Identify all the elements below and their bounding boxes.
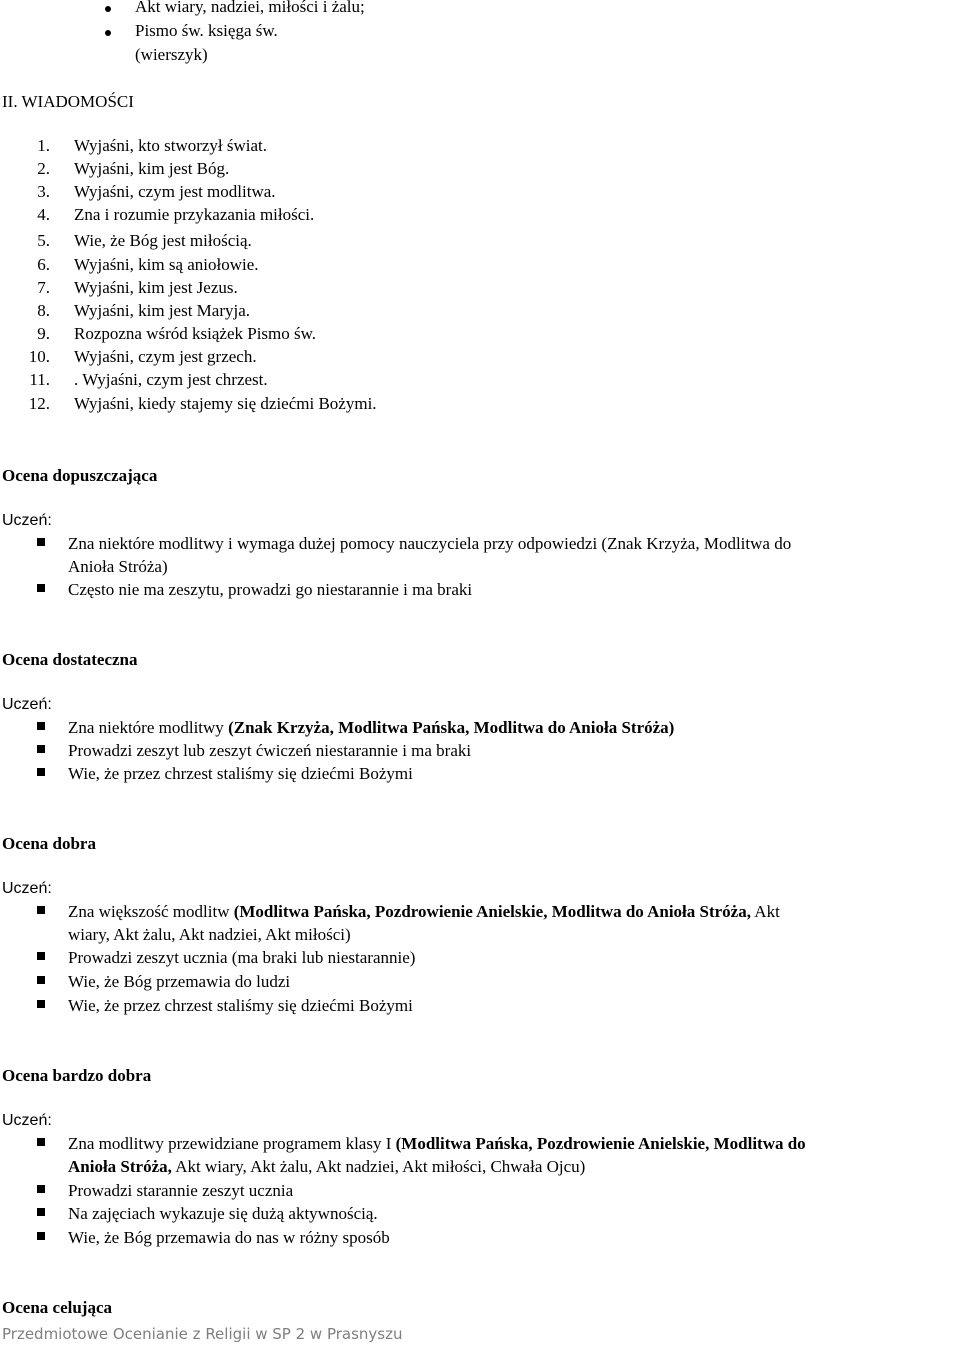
student-label: Uczeń: <box>2 1112 52 1129</box>
list-item: Wyjaśni, kim jest Bóg. <box>74 159 230 178</box>
square-bullet <box>37 976 45 984</box>
square-bullet <box>37 584 45 592</box>
list-item: Zna i rozumie przykazania miłości. <box>74 205 315 224</box>
criteria-text: Prowadzi zeszyt lub zeszyt ćwiczeń niestarannie i ma braki <box>68 741 472 760</box>
square-bullet <box>37 1208 45 1216</box>
criteria-text <box>68 1155 585 1178</box>
list-number: 10. <box>28 347 50 366</box>
list-item: . Wyjaśni, czym jest chrzest. <box>74 370 268 389</box>
list-number: 6. <box>37 255 50 274</box>
criteria-text <box>68 1132 806 1155</box>
criteria-text: Wie, że przez chrzest staliśmy się dziećmi Bożymi <box>68 764 413 783</box>
list-number: 4. <box>37 205 50 224</box>
square-bullet <box>37 538 45 546</box>
student-label: Uczeń: <box>2 880 52 897</box>
list-item: Rozpozna wśród książek Pismo św. <box>74 324 317 343</box>
criteria-text: Wie, że Bóg przemawia do nas w różny sposób <box>68 1228 390 1247</box>
list-number: 9. <box>37 324 50 343</box>
list-item: Wie, że Bóg jest miłością. <box>74 231 252 250</box>
list-number: 2. <box>37 159 50 178</box>
list-item: Wyjaśni, kto stworzył świat. <box>74 136 268 155</box>
criteria-text <box>68 900 780 923</box>
criteria-text-part: Akt <box>750 902 780 921</box>
criteria-text: Zna niektóre modlitwy i wymaga dużej pomocy nauczyciela przy odpowiedzi (Znak Krzyża, Modlitwa do <box>68 534 792 553</box>
criteria-text-part: Akt wiary, Akt żalu, Akt nadziei, Akt miłości, Chwała Ojcu) <box>171 1157 586 1176</box>
grade-heading-celujaca: Ocena celująca <box>2 1298 112 1317</box>
criteria-text: Prowadzi starannie zeszyt ucznia <box>68 1181 294 1200</box>
square-bullet <box>37 768 45 776</box>
grade-heading-dopuszczajaca: Ocena dopuszczająca <box>2 466 158 485</box>
grade-heading-bardzo-dobra: Ocena bardzo dobra <box>2 1066 152 1085</box>
list-item: Wyjaśni, kiedy stajemy się dziećmi Bożymi. <box>74 394 377 413</box>
list-number: 8. <box>37 301 50 320</box>
criteria-text-part: Zna większość modlitw <box>68 902 234 921</box>
square-bullet <box>37 1232 45 1240</box>
criteria-text: Wie, że Bóg przemawia do ludzi <box>68 972 291 991</box>
list-number: 7. <box>37 278 50 297</box>
square-bullet <box>37 745 45 753</box>
list-number: 1. <box>37 136 50 155</box>
student-label: Uczeń: <box>2 696 52 713</box>
list-number: 12. <box>28 394 50 413</box>
list-number: 11. <box>29 370 50 389</box>
prayer-list: (Znak Krzyża, Modlitwa Pańska, Modlitwa do Anioła Stróża) <box>228 718 675 737</box>
prayer-list: (Modlitwa Pańska, Pozdrowienie Anielskie, Modlitwa do <box>395 1134 806 1153</box>
criteria-text: Na zajęciach wykazuje się dużą aktywnością. <box>68 1204 378 1223</box>
square-bullet <box>37 1138 45 1146</box>
list-number: 3. <box>37 182 50 201</box>
square-bullet <box>37 722 45 730</box>
square-bullet <box>37 1000 45 1008</box>
criteria-text: Anioła Stróża) <box>68 557 168 576</box>
list-item: Wyjaśni, kim jest Maryja. <box>74 301 251 320</box>
bullet-dot <box>105 6 111 12</box>
grade-heading-dostateczna: Ocena dostateczna <box>2 650 138 669</box>
top-bullet-text: Pismo św. księga św. <box>135 21 278 40</box>
criteria-text <box>68 716 674 739</box>
student-label: Uczeń: <box>2 512 52 529</box>
square-bullet <box>37 906 45 914</box>
square-bullet <box>37 952 45 960</box>
list-number: 5. <box>37 231 50 250</box>
criteria-text: Prowadzi zeszyt ucznia (ma braki lub niestarannie) <box>68 948 416 967</box>
square-bullet <box>37 1185 45 1193</box>
criteria-text: Wie, że przez chrzest staliśmy się dziećmi Bożymi <box>68 996 413 1015</box>
criteria-text-part: Zna modlitwy przewidziane programem klasy I <box>68 1134 396 1153</box>
list-item: Wyjaśni, kim są aniołowie. <box>74 255 259 274</box>
criteria-text: wiary, Akt żalu, Akt nadziei, Akt miłości) <box>68 925 351 944</box>
prayer-list: Anioła Stróża, <box>68 1157 172 1176</box>
list-item: Wyjaśni, czym jest grzech. <box>74 347 257 366</box>
criteria-text: Często nie ma zeszytu, prowadzi go niestarannie i ma braki <box>68 580 473 599</box>
prayer-list: (Modlitwa Pańska, Pozdrowienie Anielskie, Modlitwa do Anioła Stróża, <box>233 902 751 921</box>
top-bullet-text: (wierszyk) <box>135 45 208 64</box>
criteria-text-part: Zna niektóre modlitwy <box>68 718 229 737</box>
list-item: Wyjaśni, czym jest modlitwa. <box>74 182 276 201</box>
bullet-dot <box>105 30 111 36</box>
grade-heading-dobra: Ocena dobra <box>2 834 96 853</box>
page-footer: Przedmiotowe Ocenianie z Religii w SP 2 w Prasnyszu <box>2 1325 403 1343</box>
list-item: Wyjaśni, kim jest Jezus. <box>74 278 238 297</box>
section-heading: II. WIADOMOŚCI <box>2 92 134 111</box>
top-bullet-text: Akt wiary, nadziei, miłości i żalu; <box>135 0 365 16</box>
